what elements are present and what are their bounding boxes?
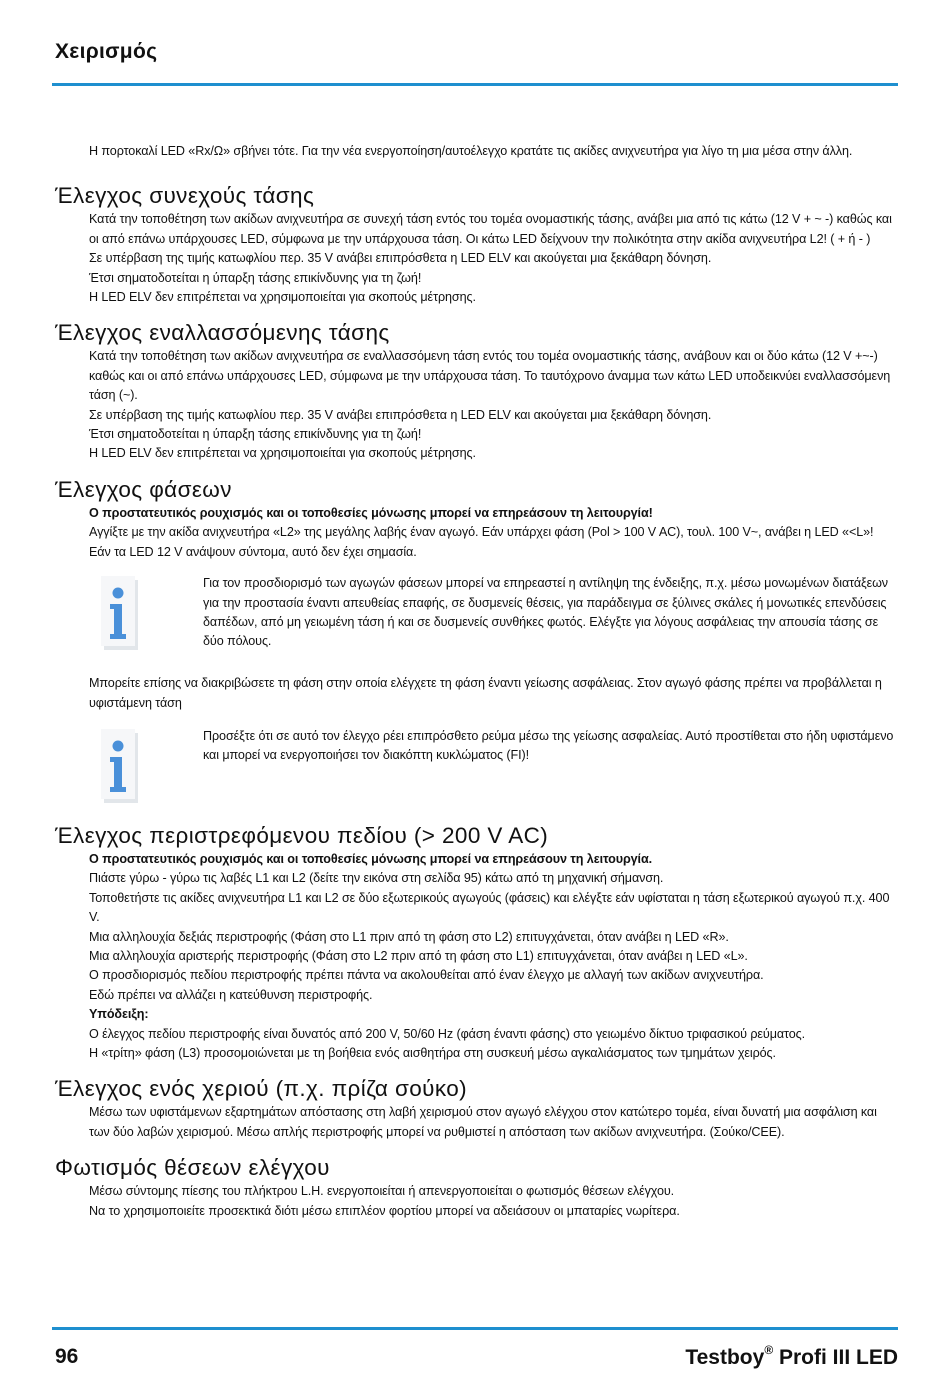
paragraph: Μια αλληλουχία δεξιάς περιστροφής (Φάση στο L1 πριν από τη φάση στο L2) επιτυγχάνεται, όταν ανάβει η LED «R». [89, 929, 729, 944]
info-note [55, 574, 898, 664]
paragraph: Σε υπέρβαση της τιμής κατωφλίου περ. 35 V ανάβει επιπρόσθετα η LED ELV και ακούγεται μια ξεκάθαρη δόνηση. [89, 251, 712, 266]
paragraph: Πιάστε γύρω - γύρω τις λαβές L1 και L2 (δείτε την εικόνα στη σελίδα 95) κάτω από τη μηχανική σήμανση. [89, 871, 664, 886]
page-number: 96 [55, 1345, 79, 1368]
paragraph: Σε υπέρβαση της τιμής κατωφλίου περ. 35 V ανάβει επιπρόσθετα η LED ELV και ακούγεται μια ξεκάθαρη δόνηση. [89, 407, 712, 422]
paragraph: Κατά την τοποθέτηση των ακίδων ανιχνευτήρα σε συνεχή τάση εντός του τομέα ονομαστικής τάσης, ανάβει μια από τις κάτω (12 V + ~ -) καθώς και οι από επάνω υπάρχουσες LED, σύμφωνα με την υπάρχουσα τάση. Οι κάτω LED δείχνουν την πολικότητα στην ακίδα ανιχνευτήρα L2! ( + ή - ) [89, 212, 892, 246]
section-ac-voltage [55, 320, 898, 463]
section-phase-check [55, 477, 898, 805]
paragraph: Έτσι σηματοδοτείται η ύπαρξη τάσης επικίνδυνης για τη ζωή! [89, 270, 422, 285]
product-name: Testboy® Profi III LED [685, 1343, 898, 1369]
paragraph: Η «τρίτη» φάση (L3) προσομοιώνεται με τη βοήθεια ενός αισθητήρα στη συσκευή μέσω αγκαλιάσματος των τμημάτων χειρός. [89, 1045, 776, 1060]
section-title: Έλεγχος συνεχούς τάσης [55, 183, 315, 209]
section-title: Έλεγχος ενός χεριού (π.χ. πρίζα σούκο) [55, 1076, 468, 1102]
paragraph: Μέσω σύντομης πίεσης του πλήκτρου L.H. ενεργοποιείται ή απενεργοποιείται ο φωτισμός θέσεων ελέγχου. [89, 1184, 675, 1199]
footer-rule [52, 1327, 898, 1330]
paragraph: Τοποθετήστε τις ακίδες ανιχνευτήρα L1 και L2 σε δύο εξωτερικούς αγωγούς (φάσεις) και ελέγξτε εάν υφίσταται η τάση εξωτερικού αγωγού π.χ. 400 V. [89, 890, 890, 925]
section-test-light [55, 1155, 898, 1221]
paragraph: Ο έλεγχος πεδίου περιστροφής είναι δυνατός από 200 V, 50/60 Hz (φάση έναντι φάσης) στο γειωμένο δίκτυο τριφασικού ρεύματος. [89, 1026, 805, 1041]
paragraph: Μπορείτε επίσης να διακριβώσετε τη φάση στην οποία ελέγχετε τη φάση έναντι γείωσης ασφάλειας. Στον αγωγό φάσης πρέπει να προβάλλεται η υφιστάμενη τάση [89, 676, 882, 710]
paragraph: Κατά την τοποθέτηση των ακίδων ανιχνευτήρα σε εναλλασσόμενη τάση εντός του τομέα ονομαστικής τάσης, ανάβουν και οι δύο κάτω (12 V +~-) καθώς και οι από επάνω υπάρχουσες LED, σύμφωνα με την υπάρχουσα τάση. Το ταυτόχρονο άναμμα των κάτω LED υποδεικνύει εναλλασσόμενη τάση (~). [89, 349, 891, 403]
info-icon [101, 576, 139, 652]
warning-text: Ο προστατευτικός ρουχισμός και οι τοποθεσίες μόνωσης μπορεί να επηρεάσουν τη λειτουργία. [89, 851, 652, 866]
header-rule [52, 83, 898, 86]
section-title: Έλεγχος εναλλασσόμενης τάσης [55, 320, 390, 346]
info-note [55, 727, 898, 805]
hint-label: Υπόδειξη: [89, 1007, 149, 1022]
info-note-text: Για τον προσδιορισμό των αγωγών φάσεων μπορεί να επηρεαστεί η αντίληψη της ένδειξης, π.χ. μέσω μονωμένων διατάξεων για την προστασία έναντι απευθείας επαφής, σε δυσμενείς θέσεις, για παράδειγμα σε ξύλινες σκάλες ή μονωτικές επενδύσεις δαπέδων, από μη γειωμένη τάση ή και σε δυσμενείς συνθήκες φωτός. Ελέγξτε για λόγους ασφάλειας την απουσία τάσης σε δύο πόλους. [203, 576, 889, 649]
section-dc-voltage [55, 183, 898, 307]
paragraph: Να το χρησιμοποιείτε προσεκτικά διότι μέσω επιπλέον φορτίου μπορεί να αδειάσουν οι μπαταρίες νωρίτερα. [89, 1203, 680, 1218]
page-header-title: Χειρισμός [55, 40, 158, 63]
section-one-hand [55, 1076, 898, 1142]
section-rotary-field [55, 823, 898, 1063]
paragraph: Η LED ELV δεν επιτρέπεται να χρησιμοποιείται για σκοπούς μέτρησης. [89, 446, 476, 461]
section-title: Έλεγχος περιστρεφόμενου πεδίου (> 200 V AC) [55, 822, 549, 848]
page-content [55, 142, 898, 1221]
info-icon [101, 729, 139, 805]
paragraph: Έτσι σηματοδοτείται η ύπαρξη τάσης επικίνδυνης για τη ζωή! [89, 427, 422, 442]
info-note-text: Προσέξτε ότι σε αυτό τον έλεγχο ρέει επιπρόσθετο ρεύμα μέσω της γείωσης ασφαλείας. Αυτό προστίθεται στο ήδη υφιστάμενο και μπορεί να ενεργοποιήσει τον διακόπτη κυκλώματος (FI)! [203, 728, 894, 763]
paragraph: Εδώ πρέπει να αλλάζει η κατεύθυνση περιστροφής. [89, 987, 373, 1002]
paragraph: Αγγίξτε με την ακίδα ανιχνευτήρα «L2» της μεγάλης λαβής έναν αγωγό. Εάν υπάρχει φάση (Pol > 100 V AC), τουλ. 100 V~, ανάβει η LED «<L»! Εάν τα LED 12 V ανάψουν σύντομα, αυτό δεν έχει σημασία. [89, 525, 874, 559]
paragraph: Η LED ELV δεν επιτρέπεται να χρησιμοποιείται για σκοπούς μέτρησης. [89, 290, 476, 305]
paragraph: Μια αλληλουχία αριστερής περιστροφής (Φάση στο L2 πριν από τη φάση στο L1) επιτυγχάνεται, όταν ανάβει η LED «L». [89, 948, 748, 963]
section-title: Φωτισμός θέσεων ελέγχου [55, 1155, 330, 1181]
paragraph: Ο προσδιορισμός πεδίου περιστροφής πρέπει πάντα να ακολουθείται από έναν έλεγχο με αλλαγή των ακίδων ανιχνευτήρα. [89, 968, 764, 983]
intro-paragraph: Η πορτοκαλί LED «Rx/Ω» σβήνει τότε. Για την νέα ενεργοποίηση/αυτοέλεγχο κρατάτε τις ακίδες ανιχνευτήρα για λίγο τη μια μέσα στην άλλη. [89, 144, 853, 158]
paragraph: Μέσω των υφιστάμενων εξαρτημάτων απόστασης στη λαβή χειρισμού στον αγωγό ελέγχου στον κατώτερο τομέα, είναι δυνατή μια ασφάλιση και των δύο λαβών χειρισμού. Μέσω απλής περιστροφής μπορεί να ρυθμιστεί η απόσταση των ακίδων ανιχνευτήρα. (Σούκο/CEE). [89, 1105, 877, 1139]
warning-text: Ο προστατευτικός ρουχισμός και οι τοποθεσίες μόνωσης μπορεί να επηρεάσουν τη λειτουργία! [89, 505, 653, 520]
section-title: Έλεγχος φάσεων [55, 476, 232, 502]
